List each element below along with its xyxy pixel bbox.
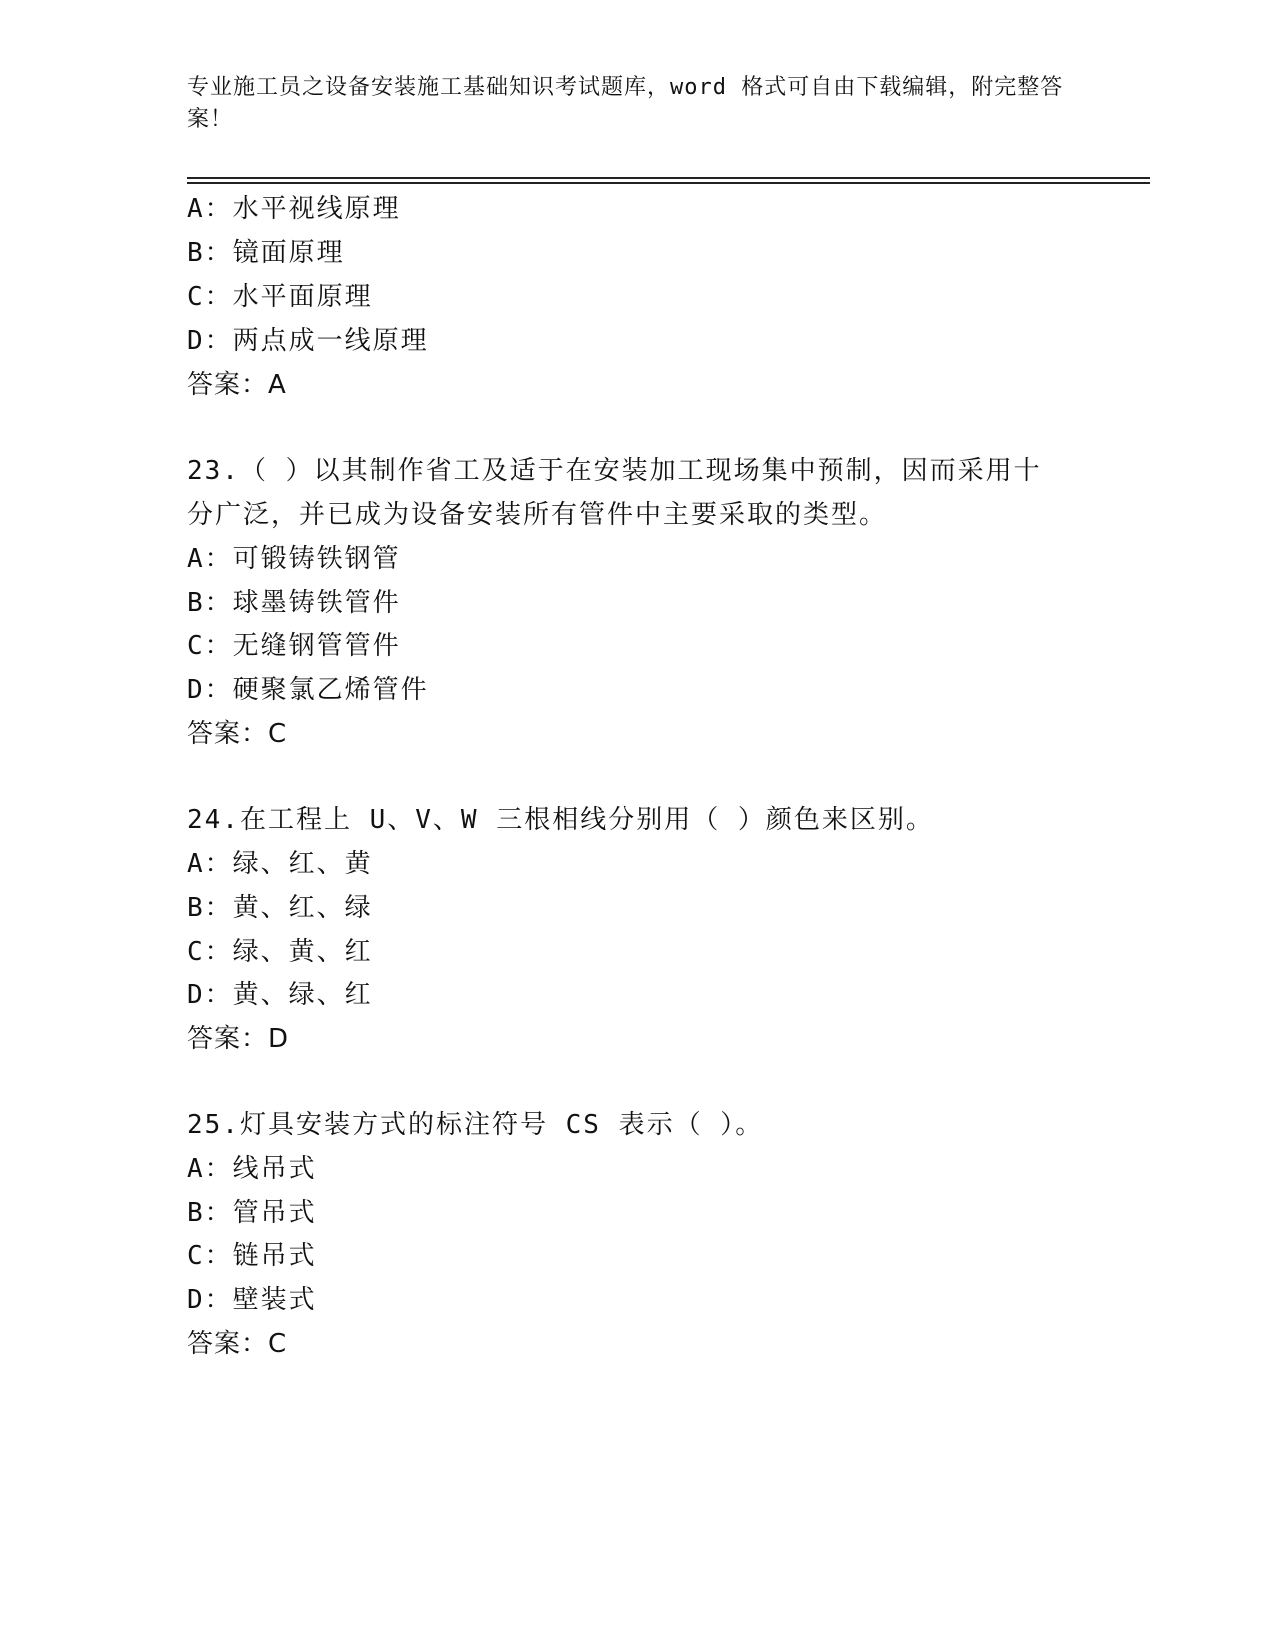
header-rule-top xyxy=(187,177,1150,179)
question-25-option-b: B：管吊式 xyxy=(187,1198,317,1228)
document-header: 专业施工员之设备安装施工基础知识考试题库，word 格式可自由下载编辑，附完整答案！ xyxy=(187,75,1064,132)
option-c: C：水平面原理 xyxy=(187,282,373,312)
question-23-option-b: B：球墨铸铁管件 xyxy=(187,588,401,618)
question-25-stem: 25.灯具安装方式的标注符号 CS 表示（ ）。 xyxy=(187,1110,764,1140)
question-23-answer: 答案：C xyxy=(187,719,288,749)
question-24-option-d: D：黄、绿、红 xyxy=(187,980,373,1010)
question-24-option-b: B：黄、红、绿 xyxy=(187,893,373,923)
question-24-option-a: A：绿、红、黄 xyxy=(187,849,373,879)
question-23-option-a: A：可锻铸铁钢管 xyxy=(187,544,401,574)
option-a: A：水平视线原理 xyxy=(187,194,401,224)
question-24-stem: 24.在工程上 U、V、W 三根相线分别用（ ）颜色来区别。 xyxy=(187,805,934,835)
answer: 答案：A xyxy=(187,370,287,400)
question-24-answer: 答案：D xyxy=(187,1024,290,1054)
question-25-answer: 答案：C xyxy=(187,1329,288,1359)
question-25-option-a: A：线吊式 xyxy=(187,1154,317,1184)
header-rule-bottom xyxy=(187,182,1150,184)
question-23-stem-line-2: 分广泛，并已成为设备安装所有管件中主要采取的类型。 xyxy=(187,500,888,530)
option-d: D：两点成一线原理 xyxy=(187,326,429,356)
option-b: B：镜面原理 xyxy=(187,238,345,268)
question-23-stem-line-1: 23.（ ）以其制作省工及适于在安装加工现场集中预制，因而采用十 xyxy=(187,456,1042,486)
question-23-option-c: C：无缝钢管管件 xyxy=(187,631,401,661)
question-25-option-c: C：链吊式 xyxy=(187,1241,317,1271)
question-25-option-d: D：壁装式 xyxy=(187,1285,317,1315)
question-24-option-c: C：绿、黄、红 xyxy=(187,937,373,967)
question-23-option-d: D：硬聚氯乙烯管件 xyxy=(187,675,429,705)
